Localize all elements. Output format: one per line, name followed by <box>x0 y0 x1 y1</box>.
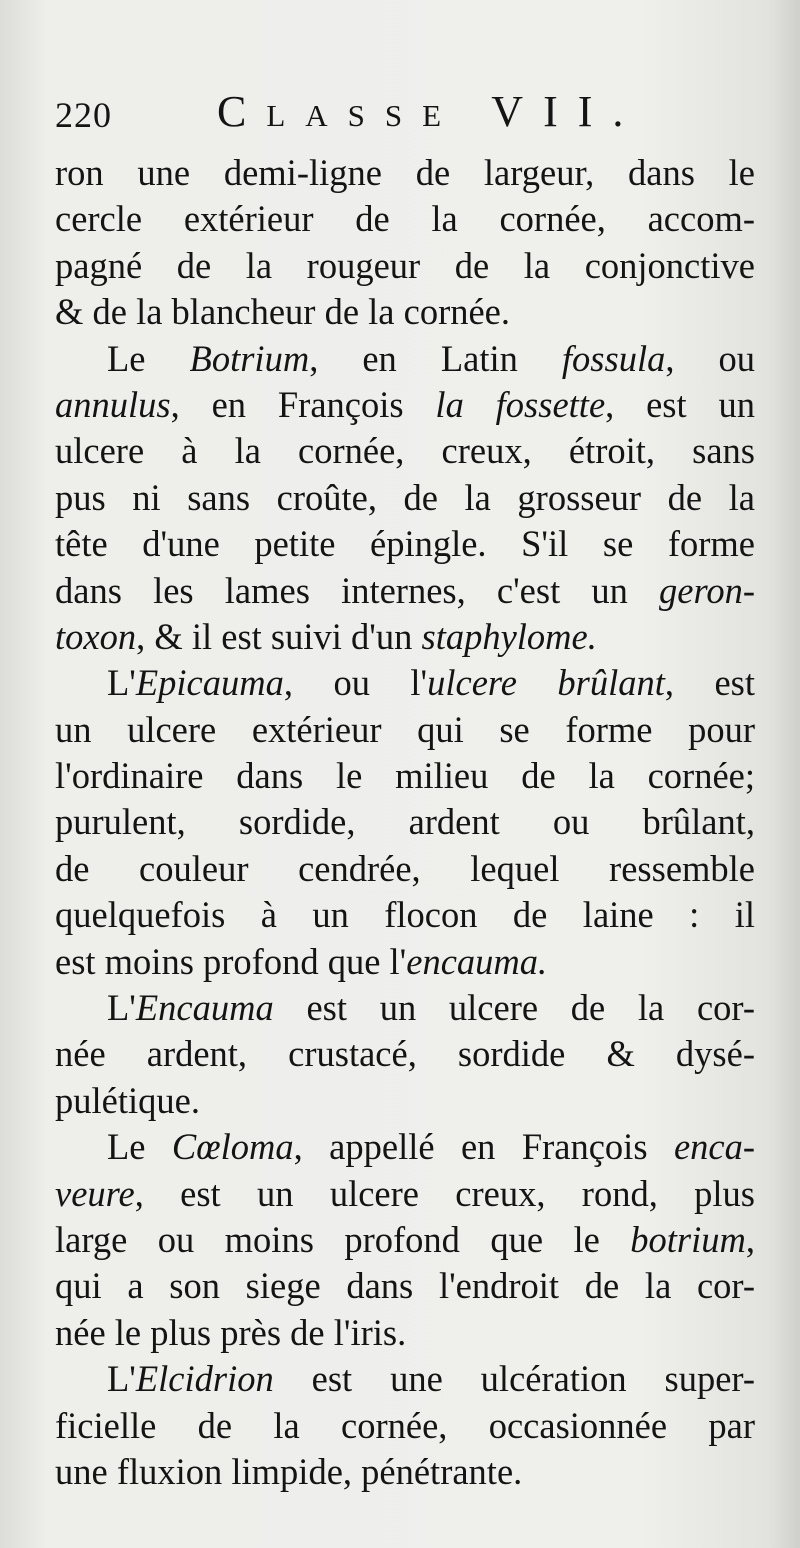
text-run: , est un ulcere creux, rond, plus <box>134 1172 755 1214</box>
text-run: est moins profond que l' <box>55 940 407 982</box>
text-line <box>55 1217 755 1263</box>
text-line <box>55 985 755 1031</box>
text-run: dans les lames internes, c'est un <box>55 569 660 611</box>
text-line <box>55 892 755 938</box>
text-run: est une ulcération super- <box>273 1358 755 1400</box>
text-run: , appellé en François <box>293 1126 674 1168</box>
text-run: une fluxion limpide, pénétrante. <box>55 1450 523 1492</box>
text-line <box>55 289 755 335</box>
text-run: de couleur cendrée, lequel ressemble <box>55 847 755 889</box>
text-run: L' <box>107 987 136 1029</box>
text-run: née ardent, crustacé, sordide & dysé- <box>55 1033 755 1075</box>
text-run: & de la blancheur de la cornée. <box>55 291 511 333</box>
text-line <box>55 1310 755 1356</box>
italic-term: Epicauma <box>135 662 284 704</box>
text-run: qui a son siege dans l'endroit de la cor- <box>55 1265 755 1307</box>
text-line <box>55 1171 755 1217</box>
text-line <box>55 707 755 753</box>
text-run: pulétique. <box>55 1079 200 1121</box>
text-run: cercle extérieur de la cornée, accom- <box>55 198 755 240</box>
italic-term: geron- <box>659 569 755 611</box>
text-run: , est un <box>605 383 755 425</box>
text-run: pagné de la rougeur de la conjonctive <box>55 244 755 286</box>
text-run: purulent, sordide, ardent ou brûlant, <box>55 801 755 843</box>
text-line <box>55 1356 755 1402</box>
text-line <box>55 1449 755 1495</box>
italic-term: staphylome. <box>421 615 597 657</box>
text-line <box>55 521 755 567</box>
italic-term: Elcidrion <box>135 1358 274 1400</box>
text-run: Le <box>107 337 190 379</box>
text-line <box>55 753 755 799</box>
text-run: ulcere à la cornée, creux, étroit, sans <box>55 430 755 472</box>
text-line <box>55 799 755 845</box>
text-line <box>55 336 755 382</box>
text-run: L' <box>107 662 136 704</box>
text-line <box>55 243 755 289</box>
italic-term: ulcere brûlant <box>427 662 665 704</box>
text-line <box>55 150 755 196</box>
text-run: L' <box>107 1358 136 1400</box>
italic-term: Cœloma <box>171 1126 294 1168</box>
text-line <box>55 196 755 242</box>
text-run: ficielle de la cornée, occasionnée par <box>55 1404 755 1446</box>
text-line <box>55 1078 755 1124</box>
italic-term: botrium <box>630 1218 746 1260</box>
text-line <box>55 939 755 985</box>
text-line <box>55 475 755 521</box>
text-line <box>55 1263 755 1309</box>
italic-term: Botrium <box>189 337 310 379</box>
text-line <box>55 1031 755 1077</box>
text-run: un ulcere extérieur qui se forme pour <box>55 708 755 750</box>
page-number: 220 <box>55 95 112 135</box>
text-run: l'ordinaire dans le milieu de la cornée; <box>55 755 755 797</box>
text-run: , en Latin <box>309 337 562 379</box>
text-line <box>55 660 755 706</box>
text-run: large ou moins profond que le <box>55 1218 631 1260</box>
text-line <box>55 382 755 428</box>
italic-term: encauma. <box>406 940 548 982</box>
text-run: , ou l' <box>283 662 428 704</box>
italic-term: annulus <box>55 383 171 425</box>
text-run: Le <box>107 1126 172 1168</box>
text-run: , est <box>664 662 756 704</box>
italic-term: la fossette <box>435 383 606 425</box>
text-run: née le plus près de l'iris. <box>55 1311 407 1353</box>
text-line <box>55 568 755 614</box>
italic-term: veure <box>55 1172 135 1214</box>
text-line <box>55 1124 755 1170</box>
text-run: , ou <box>665 337 755 379</box>
text-run: pus ni sans croûte, de la grosseur de la <box>55 476 755 518</box>
text-run: quelquefois à un flocon de laine : il <box>55 894 755 936</box>
italic-term: fossula <box>561 337 666 379</box>
text-run: , <box>745 1218 755 1260</box>
text-line <box>55 1403 755 1449</box>
italic-term: enca- <box>673 1126 755 1168</box>
italic-term: Encauma <box>135 987 274 1029</box>
italic-term: toxon <box>55 615 137 657</box>
text-run: , en François <box>170 383 436 425</box>
text-run: , & il est suivi d'un <box>136 615 422 657</box>
text-run: est un ulcere de la cor- <box>273 987 755 1029</box>
body-text <box>55 150 755 1495</box>
page-header <box>55 86 775 146</box>
text-line <box>55 428 755 474</box>
text-run: tête d'une petite épingle. S'il se forme <box>55 523 755 565</box>
text-run: ron une demi-ligne de largeur, dans le <box>55 152 755 193</box>
running-head: Classe VII. <box>217 87 644 136</box>
text-line <box>55 846 755 892</box>
text-line <box>55 614 755 660</box>
